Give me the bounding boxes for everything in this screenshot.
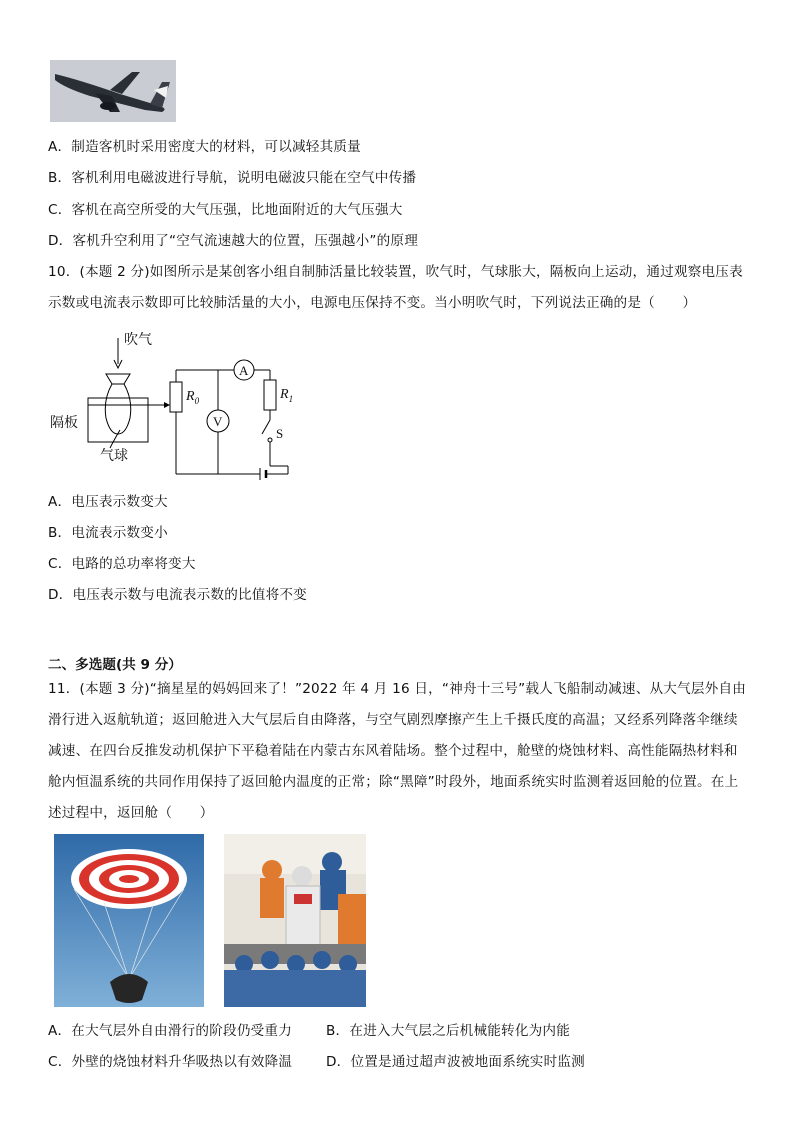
q9-option-d: D．客机升空利用了“空气流速越大的位置，压强越小”的原理 xyxy=(48,233,418,249)
q9-option-c: C．客机在高空所受的大气压强，比地面附近的大气压强大 xyxy=(48,202,403,218)
q10-option-d: D．电压表示数与电流表示数的比值将不变 xyxy=(48,587,307,603)
q11-option-a: A．在大气层外自由滑行的阶段仍受重力 xyxy=(48,1023,292,1039)
q11-option-d: D．位置是通过超声波被地面系统实时监测 xyxy=(326,1054,585,1070)
ammeter-label: A xyxy=(239,363,249,378)
circuit-diagram xyxy=(48,330,308,480)
balloon-label: 气球 xyxy=(100,449,128,464)
section-title: 二、多选题(共 9 分） xyxy=(48,657,182,673)
voltmeter-label: V xyxy=(213,414,223,429)
airplane-image xyxy=(50,60,176,122)
q11-option-c: C．外壁的烧蚀材料升华吸热以有效降温 xyxy=(48,1054,293,1070)
q10-option-c: C．电路的总功率将变大 xyxy=(48,556,196,572)
q10-option-a: A．电压表示数变大 xyxy=(48,494,168,510)
astronaut-image xyxy=(224,834,366,1007)
q10-option-b: B．电流表示数变小 xyxy=(48,525,168,541)
q11-option-b: B．在进入大气层之后机械能转化为内能 xyxy=(326,1023,571,1039)
r0-label: $R_0$ xyxy=(186,389,200,406)
partition-label: 隔板 xyxy=(50,416,78,431)
r1-label: $R_1$ xyxy=(280,387,294,404)
q9-option-a: A．制造客机时采用密度大的材料，可以减轻其质量 xyxy=(48,139,361,155)
q10-stem: 10．(本题 2 分)如图所示是某创客小组自制肺活量比较装置，吹气时，气球胀大，隔板向上运动，通过观察电压表示数或电流表示数即可比较肺活量的大小，电源电压保持不变。当小明吹气时，下列说法正确的是（ ） xyxy=(48,264,743,311)
switch-label: S xyxy=(276,426,284,441)
blow-label: 吹气 xyxy=(124,333,152,348)
q9-option-b: B．客机利用电磁波进行导航，说明电磁波只能在空气中传播 xyxy=(48,170,417,186)
q11-stem: 11．(本题 3 分)“摘星星的妈妈回来了！”2022 年 4 月 16 日，“神舟十三号”载人飞船制动减速、从大气层外自由滑行进入返航轨道；返回舱进入大气层后自由降落，与空气剧烈摩擦产生上千摄氏度的高温；又经系列降落伞继续减速、在四台反推发动机保护下平稳着陆在内蒙古东风着陆场。整个过程中，舱壁的烧蚀材料、高性能隔热材料和舱内恒温系统的共同作用保持了返回舱内温度的正常；除“黑障”时段外，地面系统实时监测着返回舱的位置。在上述过程中，返回舱（ ） xyxy=(48,681,747,821)
parachute-image xyxy=(54,834,204,1007)
